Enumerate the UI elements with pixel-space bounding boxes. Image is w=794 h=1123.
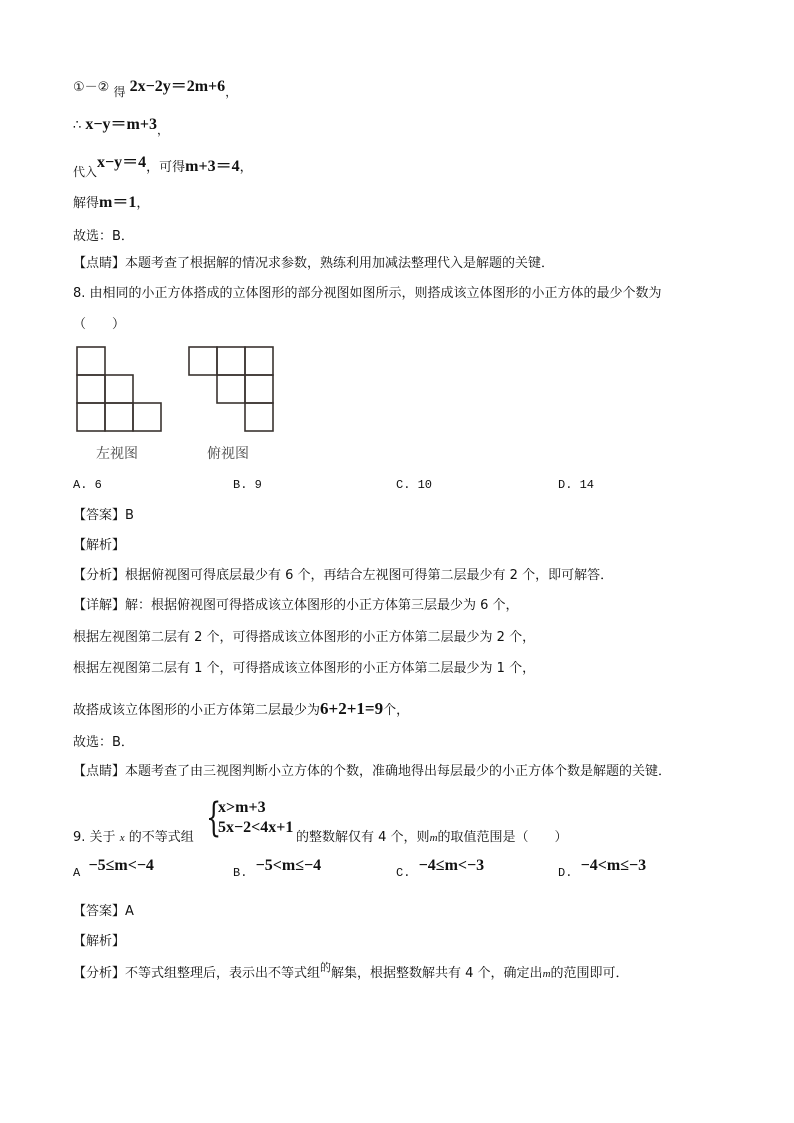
text: ，可得 [146, 160, 186, 175]
left-view-cell [133, 403, 161, 431]
var-x: x [119, 832, 125, 844]
left-view-cell [77, 347, 105, 375]
q8-option-b[interactable]: B. 9 [233, 478, 262, 492]
text: 的不等式组 [128, 830, 194, 845]
q8-figure [60, 335, 300, 435]
equation: m+3＝4 [185, 158, 240, 175]
option-label: C. [396, 866, 411, 880]
solution-line-3 [73, 154, 253, 179]
option-label: D. [558, 866, 573, 880]
option-label: A [73, 866, 81, 880]
left-view-cell [105, 375, 133, 403]
text: 的整数解仅有 4 个，则 [296, 830, 430, 845]
equation: m＝1 [99, 194, 137, 211]
left-view-cell [77, 375, 105, 403]
punct: ， [136, 196, 150, 211]
left-view-cell [105, 403, 133, 431]
step-label: ①－② [73, 80, 110, 95]
q8-answer: 【答案】B [73, 508, 134, 523]
text: 【分析】不等式组整理后，表示出不等式组 [73, 966, 321, 981]
text: 解集，根据整数解共有 4 个，确定出 [331, 966, 543, 981]
q8-options [73, 476, 753, 494]
q8-xiangjie-3: 根据左视图第二层有 1 个，可得搭成该立体图形的小正方体第二层最少为 1 个， [73, 661, 536, 676]
solution-line-1 [73, 78, 237, 97]
option-expr: −4<m≤−3 [580, 857, 647, 874]
equation: 2x−2y＝2m+6 [129, 78, 226, 95]
inequality-2: 5x−2<4x+1 [218, 819, 294, 836]
q8-conclusion [73, 700, 409, 720]
top-view-cell [217, 347, 245, 375]
top-view-cell [245, 403, 273, 431]
q9-option-b[interactable] [233, 857, 322, 882]
text: 的取值范围是（ ） [437, 830, 568, 845]
equation: 6+2+1=9 [320, 699, 384, 718]
q8-option-c[interactable]: C. 10 [396, 478, 433, 492]
q8-xiangjie-2: 根据左视图第二层有 2 个，可得搭成该立体图形的小正方体第二层最少为 2 个， [73, 630, 536, 645]
top-view-caption: 俯视图 [207, 446, 249, 462]
q8-comment: 【点睛】本题考查了由三视图判断小立方体的个数，准确地得出每层最少的小正方体个数是解题的关键． [73, 764, 672, 779]
q8-analysis-label: 【解析】 [73, 538, 126, 553]
text: 9. 关于 [73, 830, 116, 845]
q8-fenxi: 【分析】根据俯视图可得底层最少有 6 个，再结合左视图可得第二层最少有 2 个，即可解答． [73, 568, 614, 583]
var-m: m [429, 832, 438, 844]
q8-choose: 故选：B． [73, 735, 134, 750]
top-view-cell [189, 347, 217, 375]
q8-xiangjie-1: 【详解】解：根据俯视图可得搭成该立体图形的小正方体第三层最少为 6 个， [73, 598, 519, 613]
brace-icon: { [206, 795, 222, 841]
text: 解得 [73, 196, 100, 211]
q9-options [73, 857, 753, 879]
q9-stem [73, 829, 568, 847]
comment-line: 【点睛】本题考查了根据解的情况求参数，熟练利用加减法整理代入是解题的关键． [73, 256, 555, 271]
top-view-cell [217, 375, 245, 403]
q9-analysis-label: 【解析】 [73, 934, 126, 949]
equation: x−y＝m+3 [85, 116, 157, 133]
left-view-figure [77, 347, 161, 431]
top-view-figure [189, 347, 273, 431]
option-label: B. [233, 866, 248, 880]
therefore-symbol: ∴ [73, 118, 82, 133]
q9-option-d[interactable] [558, 857, 647, 882]
inequality-1: x>m+3 [218, 799, 266, 816]
q9-option-a[interactable] [73, 857, 154, 882]
left-view-cell [77, 403, 105, 431]
var-m: m [542, 968, 551, 980]
text: 的 [320, 961, 332, 974]
text: 个， [383, 703, 410, 718]
punct: ， [225, 85, 238, 99]
option-expr: −5≤m<−4 [88, 857, 154, 874]
top-view-cell [245, 375, 273, 403]
solution-line-4 [73, 194, 149, 213]
top-view-cell [245, 347, 273, 375]
punct: ， [239, 160, 253, 175]
left-view-caption: 左视图 [96, 446, 138, 462]
q8-stem: 8. 由相同的小正方体搭成的立体图形的部分视图如图所示，则搭成该立体图形的小正方体的最少个数为 [73, 286, 662, 301]
q9-fenxi [73, 961, 629, 983]
punct: ， [157, 123, 170, 137]
text: 的范围即可． [550, 966, 629, 981]
q8-option-d[interactable]: D. 14 [558, 478, 595, 492]
equation: x−y＝4 [97, 154, 147, 171]
option-expr: −4≤m<−3 [418, 857, 485, 874]
text: 故搭成该立体图形的小正方体第二层最少为 [73, 703, 321, 718]
text-de: 得 [113, 85, 126, 99]
q8-paren: （ ） [73, 317, 126, 332]
q9-option-c[interactable] [396, 857, 485, 882]
choose-line: 故选：B． [73, 229, 134, 244]
q9-answer: 【答案】A [73, 904, 134, 919]
option-expr: −5<m≤−4 [255, 857, 322, 874]
text: 代入 [73, 165, 98, 179]
q8-option-a[interactable]: A. 6 [73, 478, 102, 492]
solution-line-2 [73, 116, 169, 135]
